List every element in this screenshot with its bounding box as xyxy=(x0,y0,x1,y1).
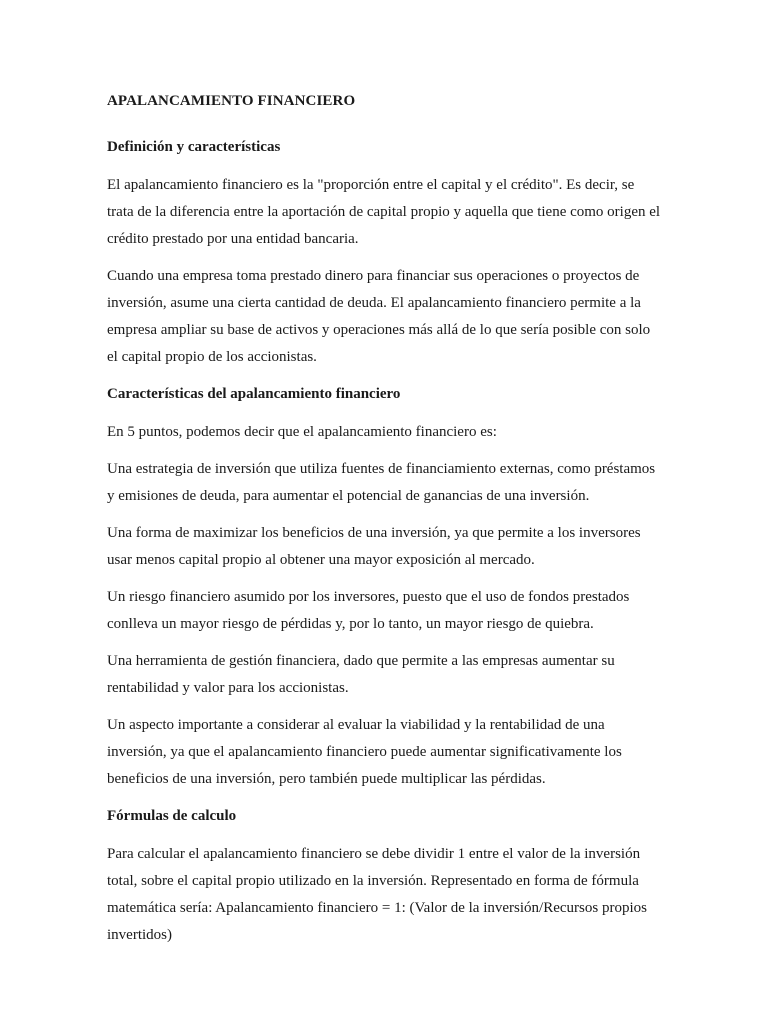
section-caracteristicas xyxy=(107,381,663,793)
paragraph: El apalancamiento financiero es la "proporción entre el capital y el crédito". Es decir, se trata de la diferencia entre la aportación de capital propio y aquella que tiene como origen el crédito prestado por una entidad bancaria. xyxy=(107,177,661,247)
paragraph: Una estrategia de inversión que utiliza fuentes de financiamiento externas, como préstamos y emisiones de deuda, para aumentar el potencial de ganancias de una inversión. xyxy=(107,461,656,504)
paragraph: Cuando una empresa toma prestado dinero para financiar sus operaciones o proyectos de inversión, asume una cierta cantidad de deuda. El apalancamiento financiero permite a la empresa ampliar su base de activos y operaciones más allá de lo que sería posible con solo el capital propio de los accionistas. xyxy=(107,268,651,365)
section-formulas xyxy=(107,803,663,949)
document-page xyxy=(107,88,663,959)
paragraph: Un riesgo financiero asumido por los inversores, puesto que el uso de fondos prestados conlleva un mayor riesgo de pérdidas y, por lo tanto, un mayor riesgo de quiebra. xyxy=(107,589,630,632)
section-heading: Características del apalancamiento financiero xyxy=(107,386,401,402)
section-heading: Fórmulas de calculo xyxy=(107,808,237,824)
paragraph: Una herramienta de gestión financiera, dado que permite a las empresas aumentar su rentabilidad y valor para los accionistas. xyxy=(107,653,615,696)
paragraph: Una forma de maximizar los beneficios de una inversión, ya que permite a los inversores usar menos capital propio al obtener una mayor exposición al mercado. xyxy=(107,525,641,568)
document-title: APALANCAMIENTO FINANCIERO xyxy=(107,93,356,109)
paragraph: En 5 puntos, podemos decir que el apalancamiento financiero es: xyxy=(107,424,497,440)
paragraph: Un aspecto importante a considerar al evaluar la viabilidad y la rentabilidad de una inversión, ya que el apalancamiento financiero puede aumentar significativamente los beneficios de una inversión, pero también puede multiplicar las pérdidas. xyxy=(107,717,622,787)
section-heading: Definición y características xyxy=(107,139,281,155)
paragraph: Para calcular el apalancamiento financiero se debe dividir 1 entre el valor de la inversión total, sobre el capital propio utilizado en la inversión. Representado en forma de fórmula matemática sería: Apalancamiento financiero = 1: (Valor de la inversión/Recursos propios invertidos) xyxy=(107,846,647,943)
section-definicion xyxy=(107,134,663,371)
